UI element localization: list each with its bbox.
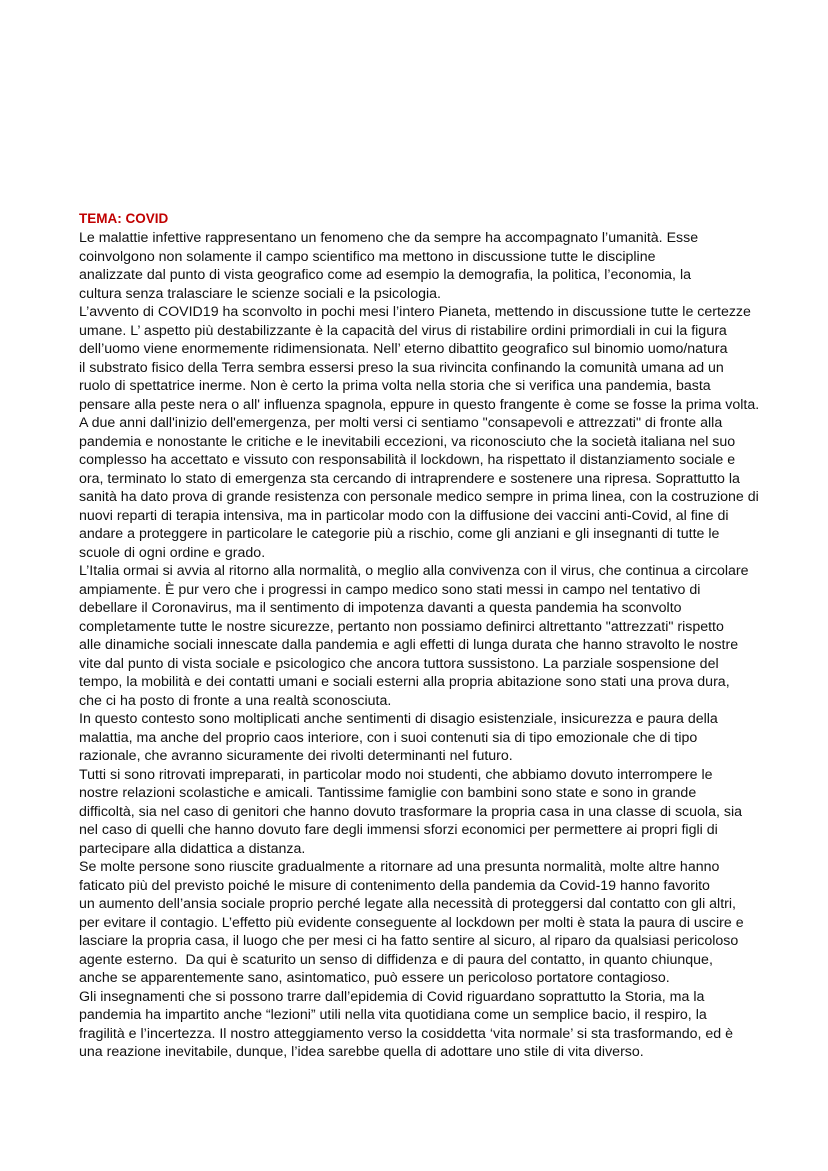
text-line: per evitare il contagio. L’effetto più evidente conseguente al lockdown per molti è stata la paura di uscire e bbox=[79, 914, 744, 931]
text-line: coinvolgono non solamente il campo scientifico ma mettono in discussione tutte le discipline bbox=[79, 248, 656, 265]
text-line: nel caso di quelli che hanno dovuto fare degli immensi sforzi economici per permettere ai propri figli di bbox=[79, 822, 718, 838]
text-line: partecipare alla didattica a distanza. bbox=[79, 840, 306, 857]
text-line: tempo, la mobilità e dei contatti umani e sociali esterni alla propria abitazione sono stati una prova dura, bbox=[79, 674, 730, 690]
text-line: umane. L’ aspetto più destabilizzante è la capacità del virus di ristabilire ordini primordiali in cui la figura bbox=[79, 322, 727, 339]
text-line: Gli insegnamenti che si possono trarre dall’epidemia di Covid riguardano soprattutto la Storia, ma la bbox=[79, 988, 705, 1005]
text-line: malattia, ma anche del proprio caos interiore, con i suoi contenuti sia di tipo emozionale che di tipo bbox=[79, 729, 698, 746]
text-line: che ci ha posto di fronte a una realtà sconosciuta. bbox=[79, 692, 392, 709]
text-line: In questo contesto sono moltiplicati anche sentimenti di disagio esistenziale, insicurezza e paura della bbox=[79, 711, 718, 727]
document-body bbox=[79, 229, 759, 1062]
text-line: un aumento dell’ansia sociale proprio perché legate alla necessità di proteggersi dal contatto con gli altri, bbox=[79, 896, 736, 912]
text-line: Se molte persone sono riuscite gradualmente a ritornare ad una presunta normalità, molte altre hanno bbox=[79, 859, 720, 875]
text-line: completamente tutte le nostre sicurezze, pertanto non possiamo definirci altrettanto "attrezzati" rispetto bbox=[79, 618, 724, 635]
text-line: Tutti si sono ritrovati impreparati, in particolar modo noi studenti, che abbiamo dovuto interrompere le bbox=[79, 766, 713, 783]
text-line: andare a proteggere in particolare le categorie più a rischio, come gli anziani e gli insegnanti di tutte le bbox=[79, 526, 720, 542]
document-title: TEMA: COVID bbox=[79, 211, 169, 226]
text-line: difficoltà, sia nel caso di genitori che hanno dovuto trasformare la propria casa in una classe di scuola, sia bbox=[79, 803, 742, 820]
text-line: agente esterno. Da qui è scaturito un senso di diffidenza e di paura del contatto, in quanto chiunque, bbox=[79, 951, 713, 968]
text-line: alle dinamiche sociali innescate dalla pandemia e agli effetti di lunga durata che hanno stravolto le nostre bbox=[79, 637, 739, 653]
text-line: anche se apparentemente sano, asintomatico, può essere un pericoloso portatore contagioso. bbox=[79, 970, 670, 986]
text-line: complesso ha accettato e vissuto con responsabilità il lockdown, ha rispettato il distanziamento sociale e bbox=[79, 452, 736, 468]
text-line: nuovi reparti di terapia intensiva, ma in particolar modo con la diffusione dei vaccini anti-Covid, al fine di bbox=[79, 507, 729, 524]
text-line: scuole di ogni ordine e grado. bbox=[79, 544, 266, 561]
text-line: L’avvento di COVID19 ha sconvolto in pochi mesi l’intero Pianeta, mettendo in discussione tutte le certezze bbox=[79, 304, 751, 320]
text-line: pandemia ha impartito anche “lezioni” utili nella vita quotidiana come un semplice bacio, il respiro, la bbox=[79, 1007, 707, 1023]
text-line: debellare il Coronavirus, ma il sentimento di impotenza davanti a questa pandemia ha sconvolto bbox=[79, 600, 682, 616]
text-line: faticato più del previsto poiché le misure di contenimento della pandemia da Covid-19 hanno favorito bbox=[79, 877, 710, 894]
text-line: ora, terminato lo stato di emergenza sta cercando di intraprendere e sostenere una ripresa. Soprattutto la bbox=[79, 470, 740, 487]
text-line: ampiamente. È pur vero che i progressi in campo medico sono stati messi in campo nel tentativo di bbox=[79, 581, 701, 598]
text-line: pensare alla peste nera o all' influenza spagnola, eppure in questo frangente è come se fosse la prima volta. bbox=[79, 396, 760, 413]
text-line: sanità ha dato prova di grande resistenza con personale medico sempre in prima linea, con la costruzione di bbox=[79, 489, 759, 505]
text-line: L’Italia ormai si avvia al ritorno alla normalità, o meglio alla convivenza con il virus, che continua a circolare bbox=[79, 563, 749, 579]
text-line: A due anni dall'inizio dell'emergenza, per molti versi ci sentiamo "consapevoli e attrezzati" di fronte alla bbox=[79, 415, 723, 431]
text-line: il substrato fisico della Terra sembra essersi preso la sua rivincita confinando la comunità umana ad un bbox=[79, 359, 724, 376]
text-line: cultura senza tralasciare le scienze sociali e la psicologia. bbox=[79, 285, 441, 302]
text-line: Le malattie infettive rappresentano un fenomeno che da sempre ha accompagnato l’umanità. Esse bbox=[79, 230, 699, 246]
text-line: vite dal punto di vista sociale e psicologico che ancora tuttora sussistono. La parziale sospensione del bbox=[79, 655, 719, 672]
text-line: razionale, che avranno sicuramente dei rivolti determinanti nel futuro. bbox=[79, 748, 513, 764]
text-line: pandemia e nonostante le critiche e le inevitabili eccezioni, va riconosciuto che la società italiana nel suo bbox=[79, 433, 736, 450]
text-line: fragilità e l’incertezza. Il nostro atteggiamento verso la cosiddetta ‘vita normale’ si sta trasformando, ed è bbox=[79, 1025, 733, 1042]
text-line: ruolo di spettatrice inerme. Non è certo la prima volta nella storia che si verifica una pandemia, basta bbox=[79, 378, 711, 394]
text-line: analizzate dal punto di vista geografico come ad esempio la demografia, la politica, l’economia, la bbox=[79, 267, 691, 283]
text-line: dell’uomo viene enormemente ridimensionata. Nell’ eterno dibattito geografico sul binomio uomo/natura bbox=[79, 341, 728, 357]
text-line: una reazione inevitabile, dunque, l’idea sarebbe quella di adottare uno stile di vita diverso. bbox=[79, 1044, 644, 1060]
text-line: lasciare la propria casa, il luogo che per mesi ci ha fatto sentire al sicuro, al riparo da qualsiasi pericoloso bbox=[79, 933, 739, 949]
text-line: nostre relazioni scolastiche e amicali. Tantissime famiglie con bambini sono state e sono in grande bbox=[79, 785, 697, 801]
